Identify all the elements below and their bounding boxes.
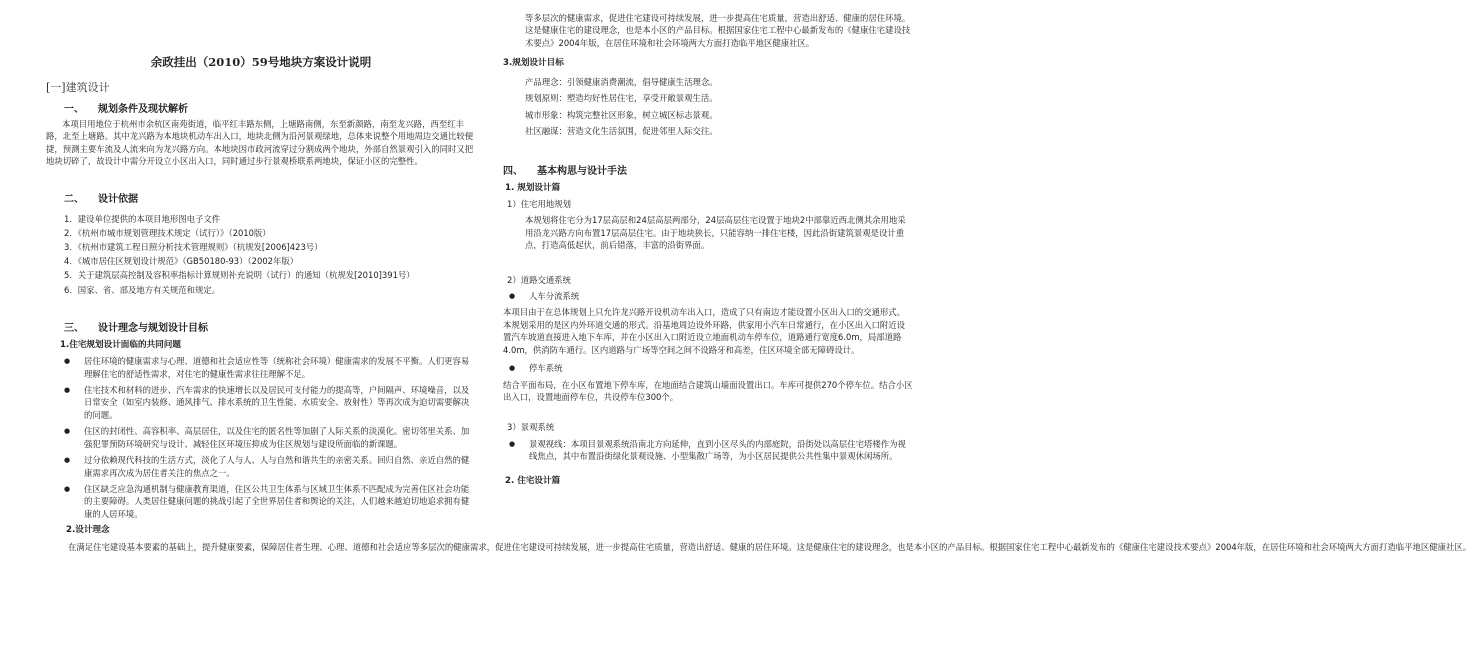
traffic-text: 本项目由于在总体规划上只允许龙兴路开设机动车出入口，造成了只有南边才能设置小区出入口的交通形式。本规划采用的是区内外环道交通的形式。沿基地周边设外环路，供家用小汽车日常通行，在小区出入口附近设置汽车坡道直接进入地下车库，并在小区出入口附近设立地面机动车停车位，道路通行宽度6.0m，局部道路4.0m，供消防车通行。区内道路与广场等空间之间不设路牙和高差，住区环境全部无障碍设计。 [503,307,905,355]
landscape-bullet: ● 景观视线：本项目景观系统沿南北方向延伸，直到小区尽头的内部庭院，沿街处以高层住宅塔楼作为视线焦点，其中布置沿街绿化景观设施、小型集散广场等，为小区居民提供公共性集中景观休闲场所。 [503,438,913,463]
goal-item: 规划原则：塑造均好性居住宅，享受开敞景观生活。 [525,93,718,104]
concept-text: 在满足住宅建设基本要素的基础上，提升健康要素，保障居住者生理、心理、道德和社会适应等多层次的健康需求，促进住宅建设可持续发展，进一步提高住宅质量，营造出舒适、健康的居住环境。这是健康住宅的建设理念，也是本小区的产品目标。根据国家住宅工程中心最新发布的《健康住宅建设技术要点》2004年版，在居住环境和社会环境两大方面打造临平地区健康社区。 [68,541,1471,552]
subsection-item-title: 1）住宅用地规划 [507,199,571,210]
section-title: 设计依据 [98,193,138,205]
section-number: 一、 [64,104,84,115]
concept-text-continued: 等多层次的健康需求，促进住宅建设可持续发展，进一步提高住宅质量，营造出舒适、健康的居住环境。这是健康住宅的建设理念，也是本小区的产品目标。根据国家住宅工程中心最新发布的《健康住宅建设技术要点》2004年版，在居住环境和社会环境两大方面打造临平地区健康社区。 [525,13,911,48]
basis-item: 2．《杭州市城市规划管理技术规定（试行）》（2010版） [64,227,271,238]
section-title: 规划条件及现状解析 [98,104,188,115]
section-4-heading [485,166,913,180]
issue-bullet: ● 住区的封闭性、高容积率、高层居住，以及住宅的匿名性等加剧了人际关系的淡漠化。密切邻里关系、加强犯罪预防环境研究与设计、减轻住区环境压抑成为住区规划与建设所面临的新课题。 [58,425,476,450]
basis-item: 1．建设单位提供的本项目地形图电子文件 [64,213,221,224]
subsection-heading: 3.规划设计目标 [503,58,564,69]
section-number: 四、 [503,165,523,177]
subsection-heading: 2.设计理念 [66,525,110,536]
issue-bullet: ● 过分依赖现代科技的生活方式，淡化了人与人、人与自然和谐共生的亲密关系。回归自然、亲近自然的健康需求再次成为居住者关注的焦点之一。 [58,454,476,479]
subsection-item-title: 3）景观系统 [507,422,555,433]
subsection-heading: 1.住宅规划设计面临的共同问题 [60,339,181,350]
section-number: 三、 [64,322,84,334]
subsection-item-title: 2）道路交通系统 [507,274,571,285]
basis-item: 3．《杭州市建筑工程日照分析技术管理规则》（杭规发[2006]423号） [64,242,323,253]
issue-bullet: ● 居住环境的健康需求与心理、道德和社会适应性等（统称社会环境）健康需求的发展不平衡。人们更容易理解住宅的舒适性需求，对住宅的健康性需求往往理解不足。 [58,355,476,380]
goal-item: 产品理念：引领健康消费潮流，倡导健康生活理念。 [525,76,718,87]
issue-bullet: ● 住宅技术和材料的进步、汽车需求的快速增长以及居民可支付能力的提高等，户间隔声、环境噪音，以及日常安全（如室内装修、通风排气、排水系统的卫生性能、水质安全、放射性）等再次成为迫切需要解决的问题。 [58,384,476,421]
section-number: 二、 [64,193,84,205]
goal-item: 城市形象：构筑完整社区形象，树立城区标志景观。 [525,109,718,120]
part-heading: [一]建筑设计 [46,81,110,94]
section-1-heading [46,104,476,118]
section-title: 基本构思与设计手法 [537,165,627,177]
basis-item: 5．关于建筑层高控制及容积率指标计算规则补充说明（试行）的通知（杭规发[2010]391号） [64,270,415,281]
basis-item: 4．《城市居住区规划设计规范》（GB50180-93）（2002年版） [64,256,299,267]
parking-bullet: ● 停车系统 [503,362,913,374]
issue-bullet: ● 住区缺乏应急沟通机制与健康教育渠道，住区公共卫生体系与区域卫生体系不匹配成为完善住区社会功能的主要障碍。人类居住健康问题的挑战引起了全世界居住者和舆论的关注，人们越来越迫切地追求拥有健康的人居环境。 [58,483,476,520]
parking-text: 结合平面布局，在小区布置地下停车库，在地面结合建筑山墙面设置出口。车库可提供270个停车位。结合小区出入口，设置地面停车位，共设停车位300个。 [503,379,913,402]
section-title: 设计理念与规划设计目标 [98,322,208,334]
subsection-heading: 2. 住宅设计篇 [505,475,561,486]
document-title: 余政挂出（2010）59号地块方案设计说明 [150,55,372,69]
right-column [503,0,913,491]
basis-item: 6．国家、省、部及地方有关规范和规定。 [64,284,221,295]
goal-item: 社区融谋：营造文化生活氛围，促进邻里人际交往。 [525,126,718,137]
section-1-text: 本项目用地位于杭州市余杭区南苑街道，临平红丰路东侧，上塘路南侧，东至新颜路，南至龙兴路，西至红丰路，北至上塘路。其中龙兴路为本地块机动车出入口，地块北侧为沿河景观绿地，总体来说整个用地周边交通比较便捷，预测主要车流及人流来向为龙兴路方向。本地块因市政河流穿过分割成两个地块，外部自然景观引入的同时又把地块切碎了，故设计中需分开设立小区出入口，同时通过步行景观桥联系两地块，保证小区的完整性。 [46,119,474,167]
section-2-heading [46,194,476,208]
land-use-text: 本规划将住宅分为17层高层和24层高层两部分，24层高层住宅设置于地块2中部靠近西北侧其余用地采用沿龙兴路方向布置17层高层住宅。由于地块狭长，只能容纳一排住宅楼，因此沿街建筑景观是设计重点，打造高低起伏，前后错落，丰富的沿街界面。 [525,215,906,251]
traffic-bullet: ● 人车分流系统 [503,290,913,302]
section-3-heading [46,323,476,337]
subsection-heading: 1. 规划设计篇 [505,182,561,193]
